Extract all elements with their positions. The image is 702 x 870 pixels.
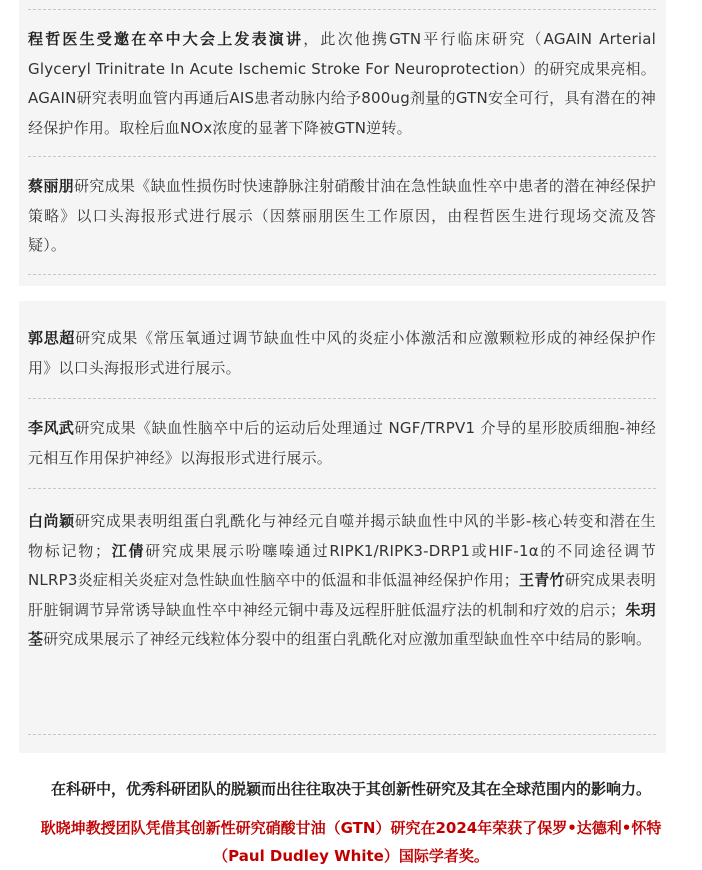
person-name: 李风武 <box>28 419 75 437</box>
paragraph-text: 研究成果《常压氧通过调节缺血性中风的炎症小体激活和应激颗粒形成的神经保护作用》以口头海报形式进行展示。 <box>28 329 656 377</box>
paragraph-cai-lipeng <box>28 172 656 261</box>
dashed-divider <box>28 398 656 399</box>
person-name: 王青竹 <box>519 571 565 589</box>
paragraph-guo-sichao <box>28 324 656 383</box>
paragraph-li-fengwu <box>28 414 656 473</box>
person-name: 蔡丽朋 <box>28 177 74 195</box>
dashed-divider <box>28 734 656 735</box>
summary-statement: 在科研中，优秀科研团队的脱颖而出往往取决于其创新性研究及其在全球范围内的影响力。 <box>50 780 651 798</box>
dashed-divider <box>28 9 656 10</box>
dashed-divider <box>28 488 656 489</box>
person-name: 白尚颖 <box>28 512 75 530</box>
paragraph-cheng-zhe <box>28 25 656 143</box>
paragraph-team-results <box>28 507 656 655</box>
paragraph-text: ，此次他携GTN平行临床研究（AGAIN Arterial Glyceryl Trinitrate In Acute Ischemic Stroke For Neuroprotection）的研究成果亮相。AGAIN研究表明血管内再通后AIS患者动脉内给予800ug剂量的GTN安全可行，具有潜在的神经保护作用。取栓后血NOx浓度的显著下降被GTN逆转。 <box>28 30 656 137</box>
person-name: 江倩 <box>110 541 146 560</box>
person-name: 郭思超 <box>28 329 76 347</box>
paragraph-text: 研究成果《缺血性脑卒中后的运动后处理通过 NGF/TRPV1 介导的星形胶质细胞-神经元相互作用保护神经》以海报形式进行展示。 <box>28 419 656 467</box>
content-panel-bottom <box>19 301 666 753</box>
content-panel-top <box>19 0 666 286</box>
paragraph-text: 研究成果表明肝脏铜调节异常诱导缺血性卒中神经元铜中毒及远程肝脏低温疗法的机制和疗效的启示； <box>28 571 656 619</box>
award-line-2: （Paul Dudley White）国际学者奖。 <box>213 847 489 865</box>
person-name: 程哲医生受邀在卒中大会上发表演讲 <box>28 30 304 48</box>
award-statement <box>0 814 702 870</box>
paragraph-text: 研究成果展示了神经元线粒体分裂中的组蛋白乳酰化对应激加重型缺血性卒中结局的影响。 <box>43 630 652 648</box>
paragraph-text: 研究成果展示吩噻嗪通过RIPK1/RIPK3-DRP1或HIF-1α的不同途径调节NLRP3炎症相关炎症对急性缺血性脑卒中的低温和非低温神经保护作用； <box>28 541 656 589</box>
person-name: 朱玥荃 <box>28 600 656 648</box>
award-line-1: 耿晓坤教授团队凭借其创新性研究硝酸甘油（GTN）研究在2024年荣获了保罗•达德利•怀特 <box>40 819 662 837</box>
dashed-divider <box>28 156 656 157</box>
paragraph-text: 研究成果表明组蛋白乳酰化与神经元自噬并揭示缺血性中风的半影-核心转变和潜在生物标记物； <box>28 512 656 560</box>
paragraph-text: 研究成果《缺血性损伤时快速静脉注射硝酸甘油在急性缺血性卒中患者的潜在神经保护策略》以口头海报形式进行展示（因蔡丽朋医生工作原因，由程哲医生进行现场交流及答疑）。 <box>28 177 656 254</box>
dashed-divider <box>28 274 656 275</box>
